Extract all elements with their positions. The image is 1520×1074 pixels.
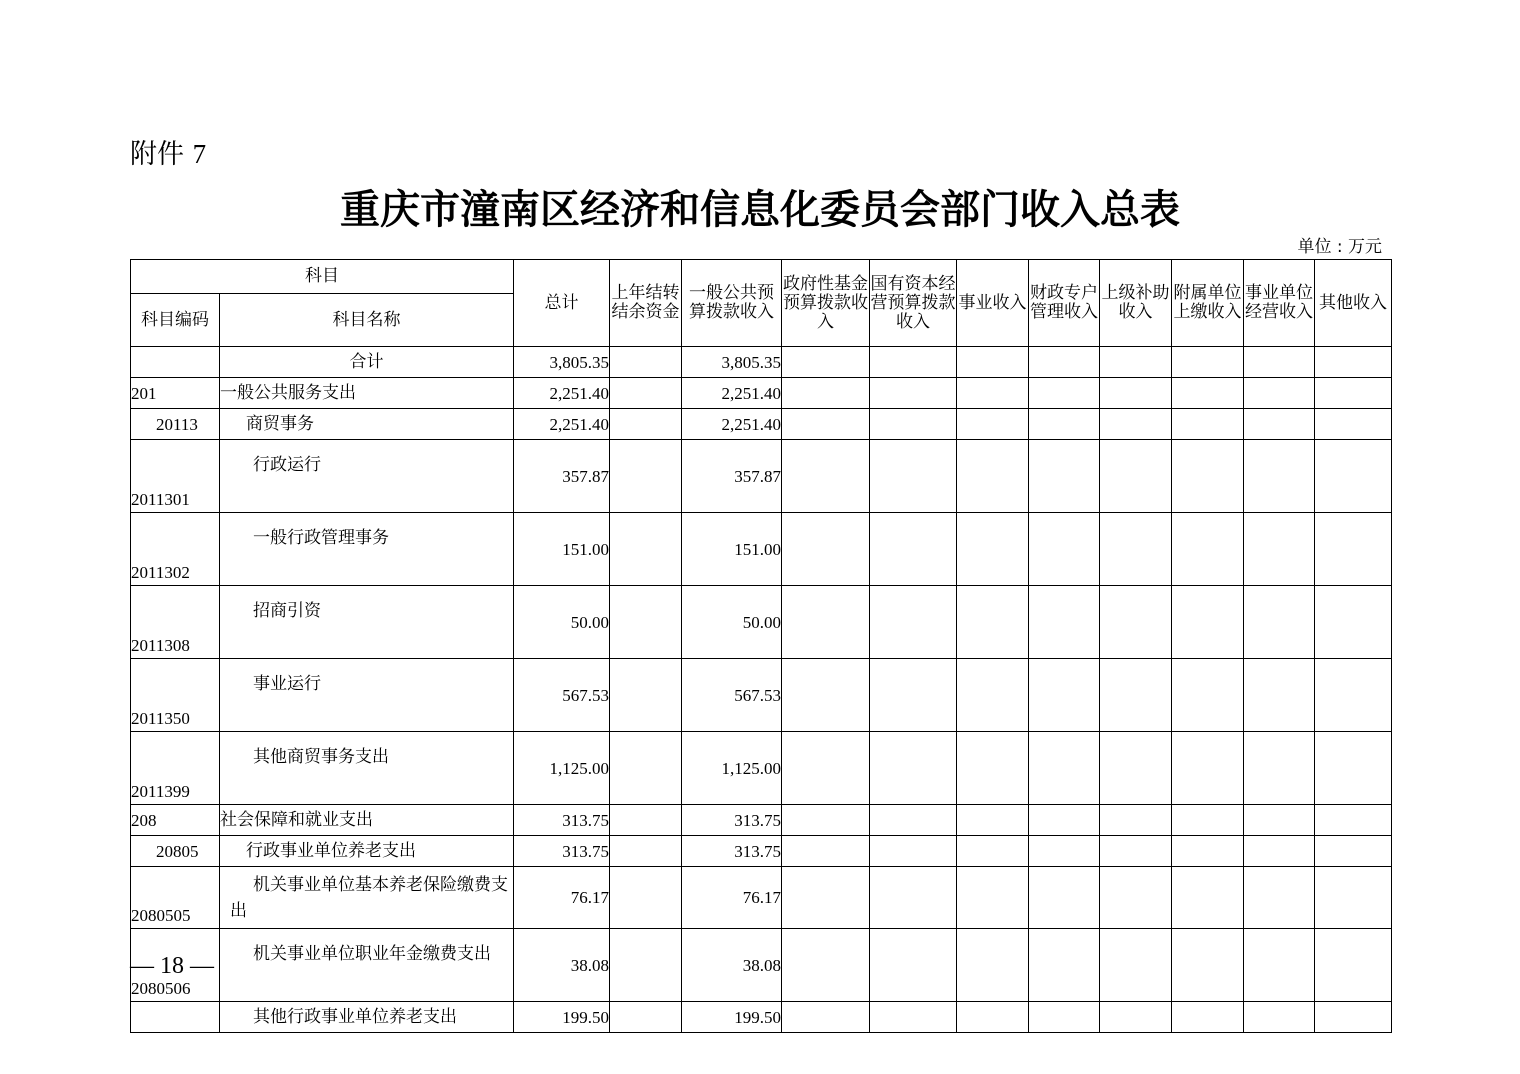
row-code: 2011308 (131, 586, 220, 659)
row-code: 2080506 (131, 929, 220, 1002)
row-name: 招商引资 (220, 586, 514, 659)
row-code: 2011301 (131, 440, 220, 513)
row-name: 一般公共服务支出 (220, 378, 514, 409)
row-total: 50.00 (514, 586, 610, 659)
header-carryover: 上年结转结余资金 (610, 260, 682, 347)
table-row (131, 867, 1392, 929)
row-name: 机关事业单位基本养老保险缴费支出 (220, 867, 514, 929)
row-general: 2,251.40 (682, 378, 782, 409)
row-total: 2,251.40 (514, 409, 610, 440)
header-affiliated-payment: 附属单位上缴收入 (1172, 260, 1244, 347)
row-name: 商贸事务 (220, 409, 514, 440)
table-row (131, 836, 1392, 867)
table-row (131, 409, 1392, 440)
header-name: 科目名称 (220, 294, 514, 347)
attachment-label (130, 132, 206, 171)
row-total: 199.50 (514, 1002, 610, 1033)
row-code: 20805 (131, 836, 220, 867)
row-total: 1,125.00 (514, 732, 610, 805)
row-code: 2080505 (131, 867, 220, 929)
row-code (131, 347, 220, 378)
row-total: 357.87 (514, 440, 610, 513)
header-subject: 科目 (131, 260, 514, 294)
table-row (131, 513, 1392, 586)
row-total: 313.75 (514, 805, 610, 836)
header-special-account: 财政专户管理收入 (1029, 260, 1100, 347)
row-general: 357.87 (682, 440, 782, 513)
row-name: 行政运行 (220, 440, 514, 513)
row-general: 1,125.00 (682, 732, 782, 805)
table-row (131, 440, 1392, 513)
row-general: 567.53 (682, 659, 782, 732)
attachment-text: 附件 (130, 139, 184, 170)
row-general: 76.17 (682, 867, 782, 929)
row-name: 事业运行 (220, 659, 514, 732)
row-general: 313.75 (682, 836, 782, 867)
row-code: 208 (131, 805, 220, 836)
header-general-budget: 一般公共预算拨款收入 (682, 260, 782, 347)
row-name: 社会保障和就业支出 (220, 805, 514, 836)
table-row (131, 586, 1392, 659)
row-general: 199.50 (682, 1002, 782, 1033)
header-other-income: 其他收入 (1315, 260, 1392, 347)
row-name: 其他行政事业单位养老支出 (220, 1002, 514, 1033)
row-code: 2011350 (131, 659, 220, 732)
table-row (131, 732, 1392, 805)
table-row (131, 805, 1392, 836)
table-row (131, 378, 1392, 409)
row-total: 76.17 (514, 867, 610, 929)
header-code: 科目编码 (131, 294, 220, 347)
row-general: 38.08 (682, 929, 782, 1002)
row-name: 一般行政管理事务 (220, 513, 514, 586)
row-general: 50.00 (682, 586, 782, 659)
row-general: 2,251.40 (682, 409, 782, 440)
row-name: 行政事业单位养老支出 (220, 836, 514, 867)
row-code: 20113 (131, 409, 220, 440)
unit-label: 单位 : 万元 (1297, 237, 1382, 257)
header-business-income: 事业收入 (957, 260, 1029, 347)
header-state-capital: 国有资本经营预算拨款收入 (870, 260, 957, 347)
table-row (131, 1002, 1392, 1033)
row-name: 其他商贸事务支出 (220, 732, 514, 805)
header-business-operation: 事业单位经营收入 (1244, 260, 1315, 347)
header-total: 总计 (514, 260, 610, 347)
table-row (131, 659, 1392, 732)
row-total: 3,805.35 (514, 347, 610, 378)
row-name: 机关事业单位职业年金缴费支出 (220, 929, 514, 1002)
row-code: 2011302 (131, 513, 220, 586)
header-gov-fund: 政府性基金预算拨款收入 (782, 260, 870, 347)
income-table (130, 259, 1392, 1033)
attachment-number: 7 (192, 139, 207, 169)
row-total: 313.75 (514, 836, 610, 867)
row-total: 2,251.40 (514, 378, 610, 409)
page-title: 重庆市潼南区经济和信息化委员会部门收入总表 (340, 187, 1180, 233)
row-general: 313.75 (682, 805, 782, 836)
row-code (131, 1002, 220, 1033)
row-code: 2011399 (131, 732, 220, 805)
row-code: 201 (131, 378, 220, 409)
row-total: 151.00 (514, 513, 610, 586)
row-total: 38.08 (514, 929, 610, 1002)
row-general: 151.00 (682, 513, 782, 586)
header-superior-subsidy: 上级补助收入 (1100, 260, 1172, 347)
table-row (131, 929, 1392, 1002)
row-general: 3,805.35 (682, 347, 782, 378)
table-row (131, 347, 1392, 378)
page-number: — 18 — (130, 953, 214, 979)
row-total: 567.53 (514, 659, 610, 732)
row-name: 合计 (220, 347, 514, 378)
